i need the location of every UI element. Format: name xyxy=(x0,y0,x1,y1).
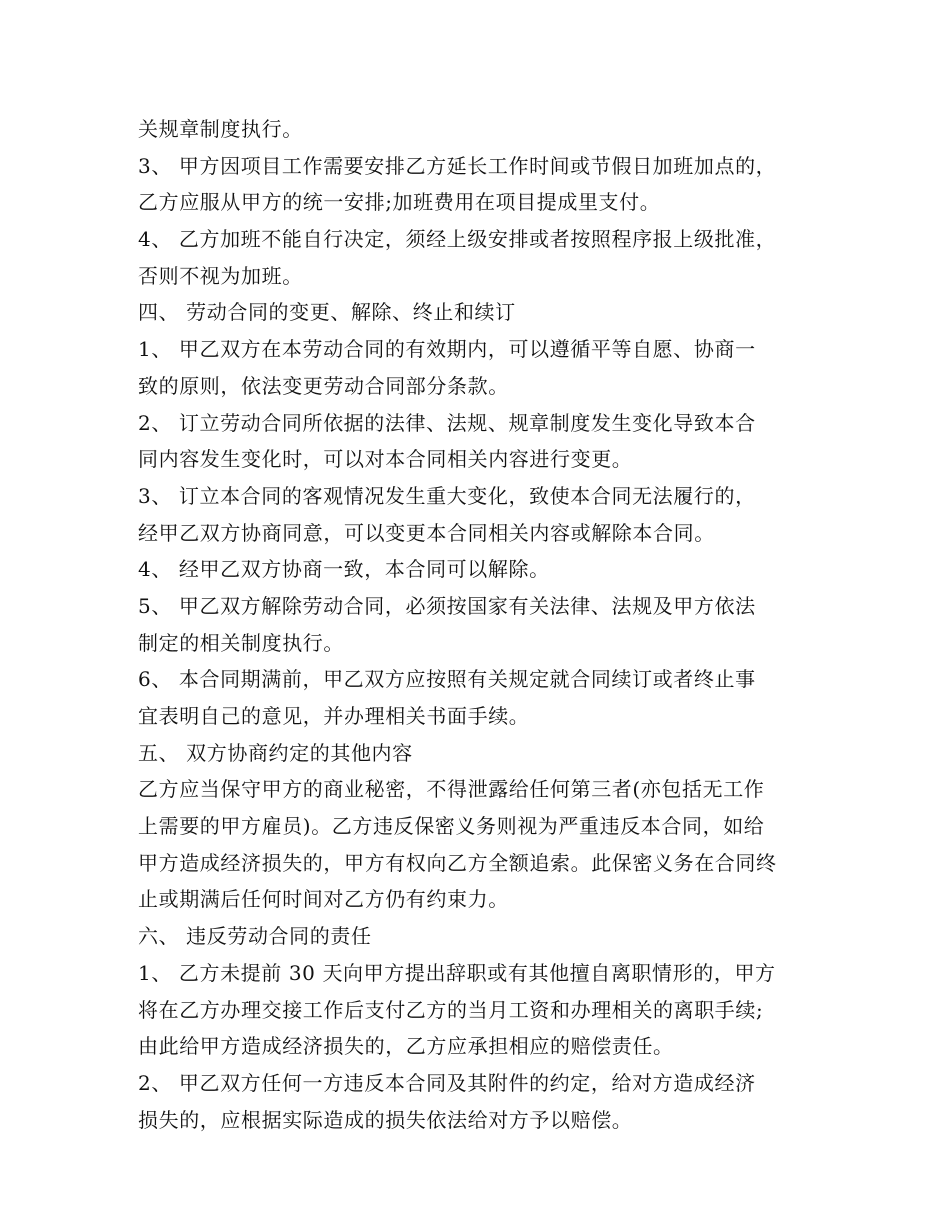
section-heading: 四、 劳动合同的变更、解除、终止和续订 xyxy=(138,300,516,325)
text-line: 止或期满后任何时间对乙方仍有约束力。 xyxy=(138,887,509,912)
text-line: 否则不视为加班。 xyxy=(138,263,303,288)
text-line: 将在乙方办理交接工作后支付乙方的当月工资和办理相关的离职手续; xyxy=(138,997,764,1022)
text-line: 2、 甲乙双方任何一方违反本合同及其附件的约定，给对方造成经济 xyxy=(138,1070,756,1095)
text-line: 由此给甲方造成经济损失的，乙方应承担相应的赔偿责任。 xyxy=(138,1034,674,1059)
text-line: 关规章制度执行。 xyxy=(138,117,303,141)
text-line: 5、 甲乙双方解除劳动合同，必须按国家有关法律、法规及甲方依法 xyxy=(138,593,756,618)
section-heading: 六、 违反劳动合同的责任 xyxy=(138,924,372,949)
text-line: 6、 本合同期满前，甲乙双方应按照有关规定就合同续订或者终止事 xyxy=(138,667,756,692)
text-line: 4、 经甲乙双方协商一致，本合同可以解除。 xyxy=(138,557,550,582)
text-line: 上需要的甲方雇员)。乙方违反保密义务则视为严重违反本合同，如给 xyxy=(138,814,765,839)
text-line: 经甲乙双方协商同意，可以变更本合同相关内容或解除本合同。 xyxy=(138,520,715,545)
section-heading: 五、 双方协商约定的其他内容 xyxy=(138,740,413,765)
text-line: 乙方应当保守甲方的商业秘密，不得泄露给任何第三者(亦包括无工作 xyxy=(138,777,765,802)
text-line: 乙方应服从甲方的统一安排;加班费用在项目提成里支付。 xyxy=(138,190,661,215)
text-line: 制定的相关制度执行。 xyxy=(138,630,344,655)
text-line: 3、 甲方因项目工作需要安排乙方延长工作时间或节假日加班加点的， xyxy=(138,153,777,178)
text-line: 1、 甲乙双方在本劳动合同的有效期内，可以遵循平等自愿、协商一 xyxy=(138,337,756,362)
text-line: 宜表明自己的意见，并办理相关书面手续。 xyxy=(138,704,530,728)
text-line: 致的原则，依法变更劳动合同部分条款。 xyxy=(138,373,509,398)
text-line: 1、 乙方未提前 30 天向甲方提出辞职或有其他擅自离职情形的，甲方 xyxy=(138,960,776,985)
text-line: 损失的，应根据实际造成的损失依法给对方予以赔偿。 xyxy=(138,1107,633,1132)
document-body xyxy=(138,111,828,1138)
text-line: 2、 订立劳动合同所依据的法律、法规、规章制度发生变化导致本合 xyxy=(138,410,756,435)
text-line: 4、 乙方加班不能自行决定，须经上级安排或者按照程序报上级批准， xyxy=(138,227,777,252)
text-line: 甲方造成经济损失的，甲方有权向乙方全额追索。此保密义务在合同终 xyxy=(138,850,777,875)
text-line: 3、 订立本合同的客观情况发生重大变化，致使本合同无法履行的， xyxy=(138,483,756,508)
text-line: 同内容发生变化时，可以对本合同相关内容进行变更。 xyxy=(138,447,633,472)
